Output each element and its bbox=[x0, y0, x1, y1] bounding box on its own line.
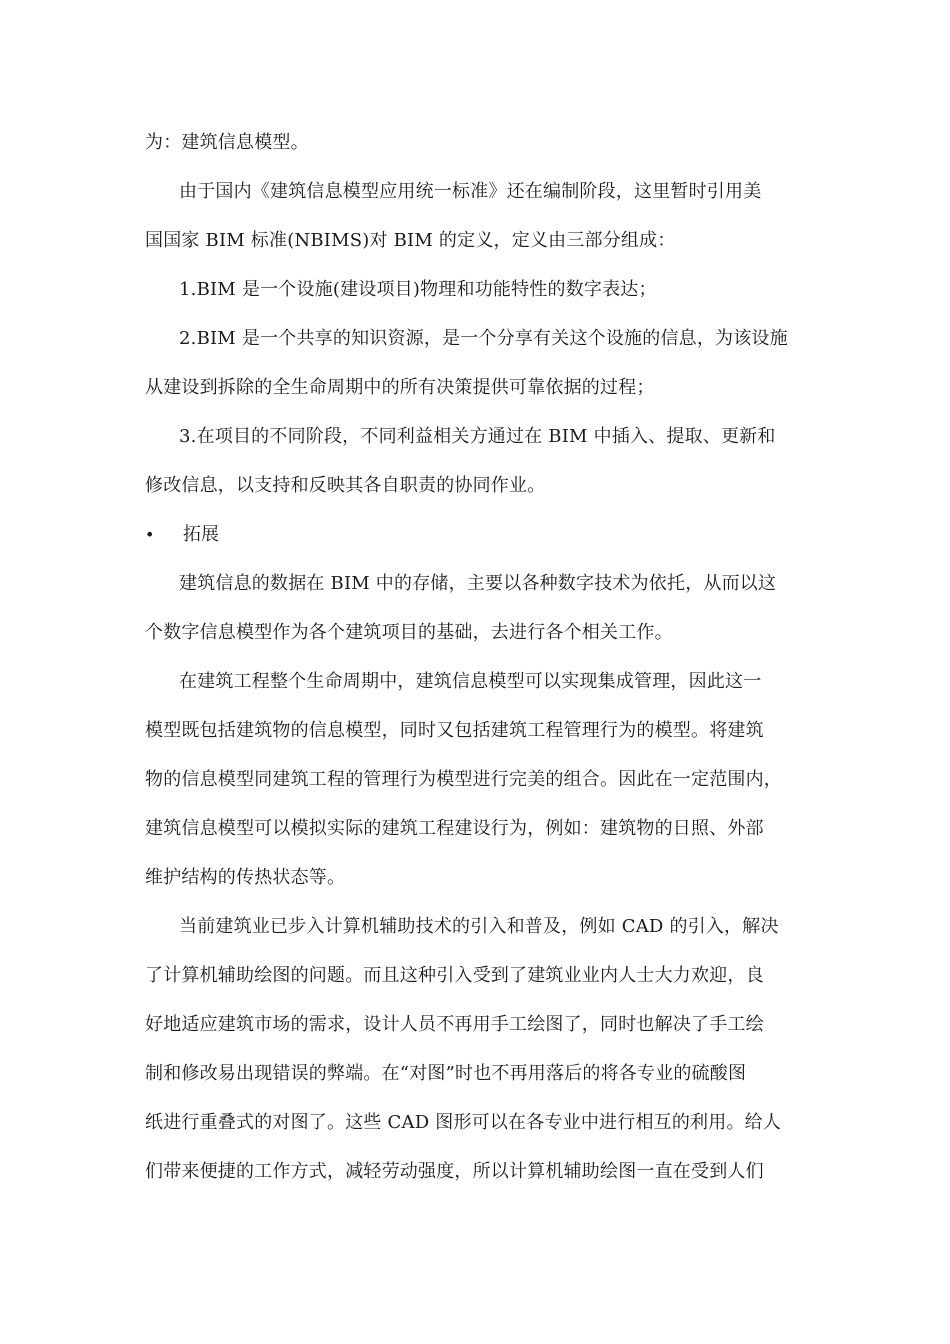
text-line: 维护结构的传热状态等。 bbox=[145, 867, 346, 888]
text-line: 国国家 BIM 标准(NBIMS)对 BIM 的定义，定义由三部分组成： bbox=[145, 230, 676, 251]
text-line: 1.BIM 是一个设施(建设项目)物理和功能特性的数字表达； bbox=[179, 279, 657, 300]
text-line: 3.在项目的不同阶段，不同利益相关方通过在 BIM 中插入、提取、更新和 bbox=[179, 426, 776, 447]
document-body bbox=[145, 118, 817, 1196]
text-line: 从建设到拆除的全生命周期中的所有决策提供可靠依据的过程； bbox=[145, 377, 655, 398]
text-line: 2.BIM 是一个共享的知识资源，是一个分享有关这个设施的信息，为该设施 bbox=[179, 328, 788, 349]
text-line: 物的信息模型同建筑工程的管理行为模型进行完美的组合。因此在一定范围内， bbox=[145, 769, 782, 790]
text-line: 在建筑工程整个生命周期中，建筑信息模型可以实现集成管理，因此这一 bbox=[179, 671, 762, 692]
text-line: 个数字信息模型作为各个建筑项目的基础，去进行各个相关工作。 bbox=[145, 622, 673, 643]
text-line: 了计算机辅助绘图的问题。而且这种引入受到了建筑业业内人士大力欢迎，良 bbox=[145, 965, 764, 986]
bullet-heading-text: 拓展 bbox=[183, 524, 219, 545]
text-line: 由于国内《建筑信息模型应用统一标准》还在编制阶段，这里暂时引用美 bbox=[179, 181, 762, 202]
text-line: 们带来便捷的工作方式，减轻劳动强度，所以计算机辅助绘图一直在受到人们 bbox=[145, 1161, 764, 1182]
bullet-icon: • bbox=[145, 525, 155, 544]
text-line: 好地适应建筑市场的需求，设计人员不再用手工绘图了，同时也解决了手工绘 bbox=[145, 1014, 764, 1035]
text-line: 建筑信息的数据在 BIM 中的存储，主要以各种数字技术为依托，从而以这 bbox=[179, 573, 777, 594]
text-line: 修改信息，以支持和反映其各自职责的协同作业。 bbox=[145, 475, 546, 496]
text-line: 当前建筑业已步入计算机辅助技术的引入和普及，例如 CAD 的引入，解决 bbox=[179, 916, 779, 937]
bullet-heading bbox=[145, 510, 817, 559]
text-line: 为：建筑信息模型。 bbox=[145, 132, 309, 153]
text-line: 模型既包括建筑物的信息模型，同时又包括建筑工程管理行为的模型。将建筑 bbox=[145, 720, 764, 741]
text-line: 建筑信息模型可以模拟实际的建筑工程建设行为，例如：建筑物的日照、外部 bbox=[145, 818, 764, 839]
text-line: 制和修改易出现错误的弊端。在“对图”时也不再用落后的将各专业的硫酸图 bbox=[145, 1063, 747, 1084]
text-line: 纸进行重叠式的对图了。这些 CAD 图形可以在各专业中进行相互的利用。给人 bbox=[145, 1112, 782, 1133]
